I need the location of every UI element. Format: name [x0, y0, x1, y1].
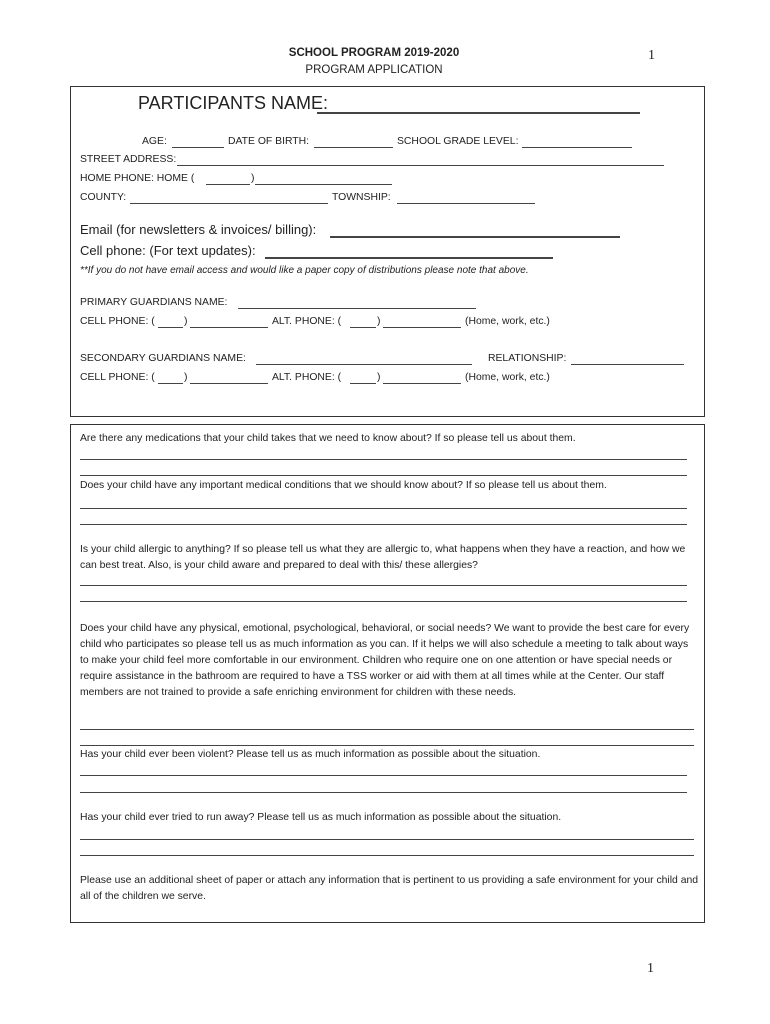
violence-question: Has your child ever been violent? Please tell us as much information as possible about the situation. — [80, 749, 541, 760]
home-phone-paren: ) — [251, 173, 255, 184]
medical-answer-line-1[interactable] — [80, 508, 687, 509]
township-field[interactable] — [397, 203, 535, 204]
primary-cell-label: CELL PHONE: ( — [80, 316, 155, 327]
medical-answer-line-2[interactable] — [80, 524, 687, 525]
grade-label: SCHOOL GRADE LEVEL: — [397, 136, 519, 147]
page-number-top: 1 — [648, 48, 655, 63]
relationship-field[interactable] — [571, 364, 684, 365]
secondary-guardian-field[interactable] — [256, 364, 472, 365]
allergy-question: Is your child allergic to anything? If so please tell us what they are allergic to, what happens when they have a reaction, and how we can best treat. Also, is your child aware and prepared to deal with this/ these allergies? — [80, 544, 686, 571]
participant-name-label: PARTICIPANTS NAME: — [138, 93, 329, 113]
secondary-cell-area-field[interactable] — [158, 383, 183, 384]
run-away-answer-line-2[interactable] — [80, 855, 694, 856]
medical-conditions-question: Does your child have any important medical conditions that we should know about? If so please tell us about them. — [80, 480, 607, 491]
run-away-question: Has your child ever tried to run away? Please tell us as much information as possible about the situation. — [80, 812, 562, 823]
primary-alt-field[interactable] — [383, 327, 461, 328]
primary-alt-label: ALT. PHONE: ( — [272, 316, 342, 327]
cell-phone-text-label: Cell phone: (For text updates): — [80, 243, 256, 258]
allergy-answer-line-1[interactable] — [80, 585, 687, 586]
allergy-answer-line-2[interactable] — [80, 601, 687, 602]
secondary-cell-paren: ) — [184, 372, 188, 383]
secondary-alt-label: ALT. PHONE: ( — [272, 372, 342, 383]
page-number-bottom: 1 — [647, 961, 654, 976]
county-field[interactable] — [130, 203, 328, 204]
secondary-alt-area-field[interactable] — [350, 383, 376, 384]
age-field[interactable] — [172, 147, 224, 148]
cell-phone-text-field[interactable] — [265, 257, 553, 259]
township-label: TOWNSHIP: — [332, 192, 391, 203]
dob-label: DATE OF BIRTH: — [228, 136, 310, 147]
primary-guardian-label: PRIMARY GUARDIANS NAME: — [80, 297, 228, 308]
email-label: Email (for newsletters & invoices/ billing): — [80, 222, 317, 237]
secondary-cell-label: CELL PHONE: ( — [80, 372, 155, 383]
home-phone-label: HOME PHONE: HOME ( — [80, 173, 195, 184]
dob-field[interactable] — [314, 147, 393, 148]
medications-question: Are there any medications that your child takes that we need to know about? If so please tell us about them. — [80, 433, 576, 444]
primary-alt-paren: ) — [377, 316, 381, 327]
program-title: SCHOOL PROGRAM 2019-2020 — [288, 47, 460, 59]
secondary-alt-field[interactable] — [383, 383, 461, 384]
special-needs-question: Does your child have any physical, emotional, psychological, behavioral, or social needs? We want to provide the best care for every child who participates so please tell us as much information as you can. If it helps we will also schedule a meeting to talk about ways to make your child feel more comfortable in our environment. Children who require one on one attention or have special needs or require assistance in the bathroom are required to have a TSS worker or aid with them at all times while at the Center. Our staff members are not trained to provide a safe enriching environment for children with these needs. — [80, 623, 690, 698]
relationship-label: RELATIONSHIP: — [488, 353, 567, 364]
medications-answer-line-2[interactable] — [80, 475, 687, 476]
primary-cell-field[interactable] — [190, 327, 268, 328]
violence-answer-line-1[interactable] — [80, 775, 687, 776]
email-field[interactable] — [330, 236, 620, 238]
secondary-home-work-label: (Home, work, etc.) — [465, 372, 550, 383]
run-away-answer-line-1[interactable] — [80, 839, 694, 840]
primary-alt-area-field[interactable] — [350, 327, 376, 328]
secondary-guardian-label: SECONDARY GUARDIANS NAME: — [80, 353, 246, 364]
email-note: **If you do not have email access and would like a paper copy of distributions please note that above. — [80, 265, 529, 276]
participant-name-field[interactable] — [317, 112, 640, 114]
medications-answer-line-1[interactable] — [80, 459, 687, 460]
home-phone-field[interactable] — [255, 184, 392, 185]
street-address-label: STREET ADDRESS: — [80, 154, 177, 165]
additional-info-note: Please use an additional sheet of paper or attach any information that is pertinent to us providing a safe environment for your child and all of the children we serve. — [80, 875, 699, 902]
program-subtitle: PROGRAM APPLICATION — [305, 64, 443, 76]
primary-cell-paren: ) — [184, 316, 188, 327]
street-address-field[interactable] — [177, 165, 664, 166]
secondary-cell-field[interactable] — [190, 383, 268, 384]
primary-cell-area-field[interactable] — [158, 327, 183, 328]
age-label: AGE: — [142, 136, 167, 147]
home-area-code-field[interactable] — [206, 184, 250, 185]
county-label: COUNTY: — [80, 192, 127, 203]
needs-answer-line-1[interactable] — [80, 729, 694, 730]
violence-answer-line-2[interactable] — [80, 792, 687, 793]
grade-field[interactable] — [522, 147, 632, 148]
secondary-alt-paren: ) — [377, 372, 381, 383]
needs-answer-line-2[interactable] — [80, 745, 694, 746]
primary-guardian-field[interactable] — [238, 308, 476, 309]
primary-home-work-label: (Home, work, etc.) — [465, 316, 550, 327]
